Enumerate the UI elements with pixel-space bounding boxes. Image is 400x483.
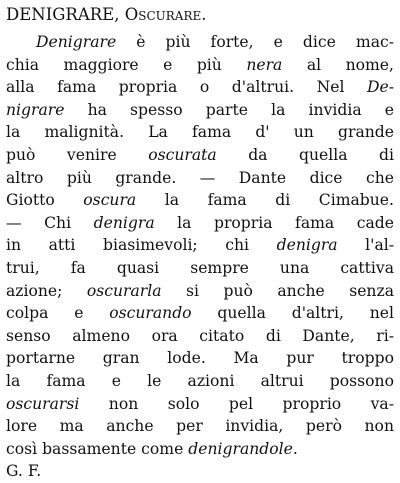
italic-term: De- xyxy=(367,78,394,97)
text-line xyxy=(6,280,394,303)
author-signature: G. F. xyxy=(6,462,42,481)
text-line xyxy=(6,325,394,348)
text-line xyxy=(6,121,394,144)
text-run: ha spesso parte la invidia e xyxy=(64,100,394,119)
text-run: senso almeno ora citato di Dante, ri- xyxy=(6,326,394,345)
synonym: Oscurare. xyxy=(124,5,207,24)
italic-term: oscurando xyxy=(109,304,192,323)
text-run: portarne gran lode. Ma pur troppo xyxy=(6,349,394,368)
entry-body xyxy=(6,31,394,460)
text-run: al nome, xyxy=(282,55,394,74)
text-run: alla fama propria o d'altrui. Nel xyxy=(6,78,367,97)
text-run: Giotto xyxy=(6,191,84,210)
text-line xyxy=(6,438,394,461)
italic-term: denigrandole xyxy=(188,439,293,458)
text-run: chia maggiore e più xyxy=(6,55,247,74)
italic-term: denigra xyxy=(93,213,155,232)
text-run: si può anche senza xyxy=(161,281,394,300)
text-run: così bassamente come xyxy=(6,439,189,458)
italic-term: nera xyxy=(246,55,283,74)
text-line xyxy=(6,144,394,167)
text-line xyxy=(6,189,394,212)
text-run: la propria fama cade xyxy=(154,213,394,232)
text-line xyxy=(6,347,394,370)
text-run: altro più grande. — Dante dice che xyxy=(6,168,394,187)
text-run: quella d'altri, nel xyxy=(191,304,394,323)
italic-term: Denigrare xyxy=(36,33,117,51)
italic-term: oscurata xyxy=(148,145,217,164)
text-run: lore ma anche per invidia, però non xyxy=(6,417,394,436)
text-run: trui, fa quasi sempre una cattiva xyxy=(6,258,394,277)
italic-term: denigra xyxy=(276,236,338,255)
text-run: la fama e le azioni altrui possono xyxy=(6,371,394,390)
text-run: la fama di Cimabue. xyxy=(136,191,394,210)
text-run: può venire xyxy=(6,145,149,164)
text-line xyxy=(6,234,394,257)
text-line xyxy=(6,31,394,54)
text-line xyxy=(6,99,394,122)
text-line xyxy=(6,54,394,77)
text-line xyxy=(6,257,394,280)
text-run: azione; xyxy=(6,281,87,300)
text-run: . xyxy=(292,439,298,458)
text-line xyxy=(6,370,394,393)
text-line xyxy=(6,302,394,325)
text-run: non solo pel proprio va- xyxy=(79,394,394,413)
text-line xyxy=(6,76,394,99)
italic-term: oscurarla xyxy=(86,281,162,300)
dictionary-entry xyxy=(6,4,394,483)
italic-term: oscurarsi xyxy=(6,394,80,413)
text-line xyxy=(6,167,394,190)
text-run: la malignità. La fama d' un grande xyxy=(6,123,394,142)
text-run: l'al- xyxy=(337,236,394,255)
text-line xyxy=(6,212,394,235)
text-run: colpa e xyxy=(6,304,110,323)
italic-term: oscura xyxy=(83,191,137,210)
text-line xyxy=(6,415,394,438)
entry-heading xyxy=(6,4,394,26)
text-run: in atti biasimevoli; chi xyxy=(6,236,277,255)
text-line xyxy=(6,393,394,416)
text-run: — Chi xyxy=(6,213,94,232)
text-run: da quella di xyxy=(216,145,394,164)
headword: DENIGRARE, xyxy=(6,5,120,24)
text-run: è più forte, e dice mac- xyxy=(116,33,394,51)
italic-term: nigrare xyxy=(6,100,65,119)
